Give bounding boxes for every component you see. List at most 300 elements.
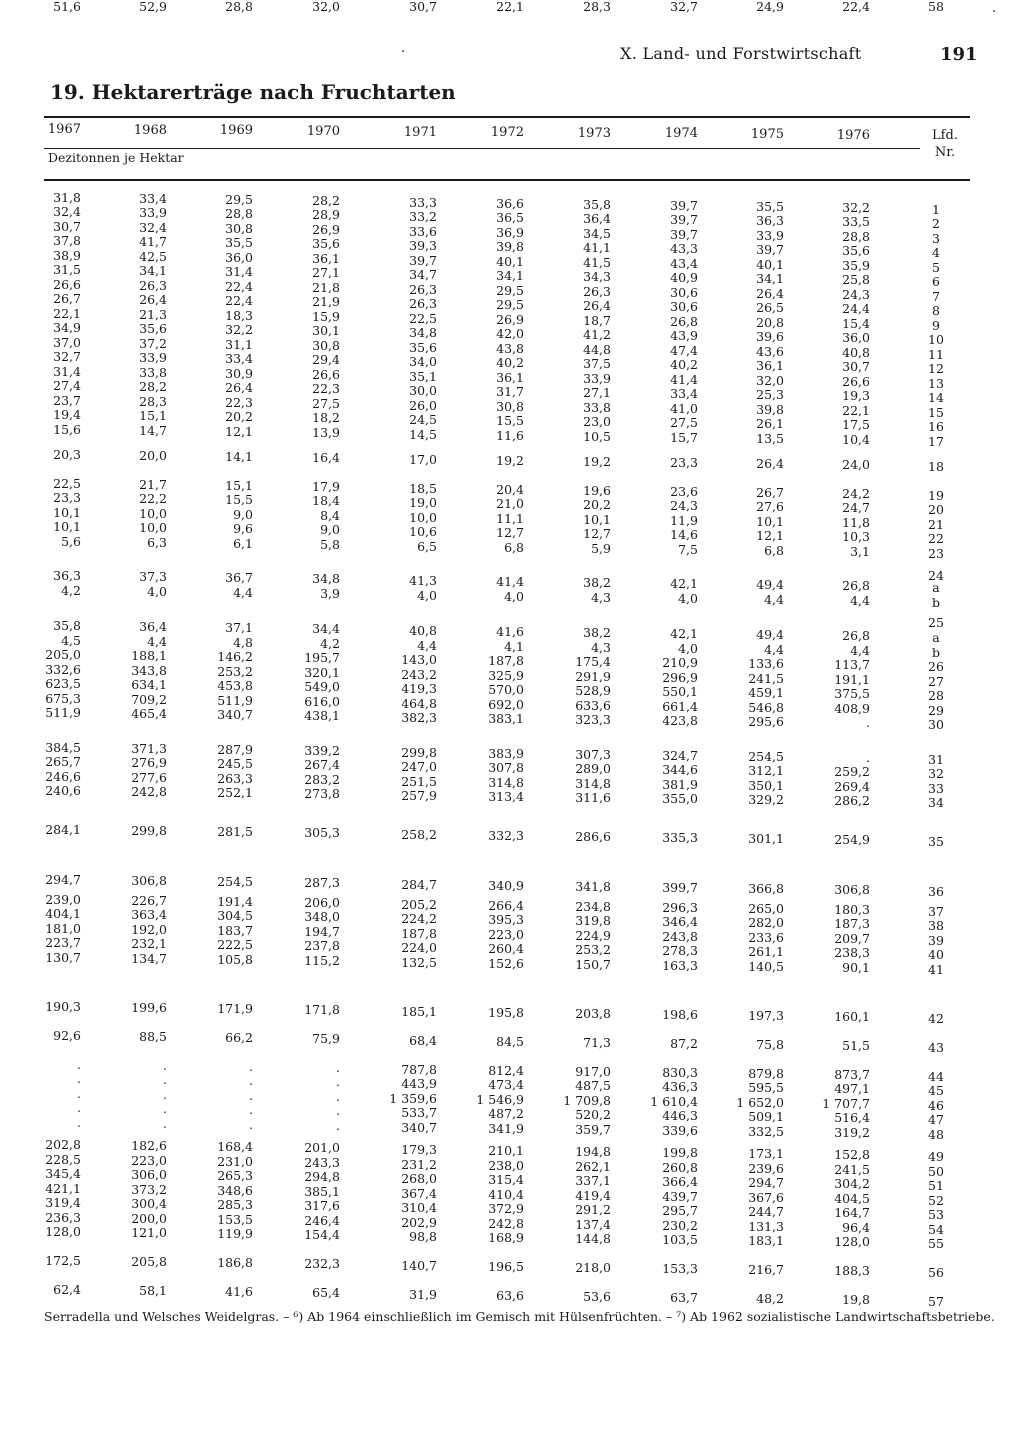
table-cell: . (249, 1059, 253, 1074)
year-header: 1972 (490, 125, 524, 140)
table-cell: 245,5 (217, 756, 253, 771)
table-cell: 408,9 (834, 701, 870, 716)
table-cell: 28,3 (139, 394, 167, 409)
table-cell: 254,9 (834, 832, 870, 847)
table-cell: 11,6 (496, 428, 524, 443)
row-number: 39 (928, 933, 944, 948)
row-number: 6 (932, 274, 940, 289)
table-cell: 84,5 (496, 1034, 524, 1049)
table-cell: 341,8 (575, 879, 611, 894)
table-cell: 30,6 (670, 285, 698, 300)
row-number: 38 (928, 918, 944, 933)
table-cell: 306,8 (131, 873, 167, 888)
table-cell: 62,4 (53, 1282, 81, 1297)
table-cell: . (249, 1102, 253, 1117)
table-cell: 20,2 (583, 497, 611, 512)
table-cell: 28,2 (139, 379, 167, 394)
table-cell: 25,3 (756, 387, 784, 402)
table-title: 19. Hektarerträge nach Fruchtarten (50, 80, 456, 104)
table-cell: 19,3 (842, 388, 870, 403)
table-cell: 319,2 (834, 1125, 870, 1140)
table-cell: 92,6 (53, 1028, 81, 1043)
table-cell: . (163, 1116, 167, 1131)
table-cell: 206,0 (304, 895, 340, 910)
table-cell: 33,8 (139, 365, 167, 380)
table-cell: 39,8 (756, 402, 784, 417)
table-cell: 260,8 (662, 1160, 698, 1175)
table-cell: 14,1 (225, 449, 253, 464)
table-cell: 39,3 (409, 238, 437, 253)
table-cell: 404,1 (45, 906, 81, 921)
table-cell: 30,0 (409, 383, 437, 398)
table-cell: . (249, 1073, 253, 1088)
table-cell: 3,9 (320, 586, 340, 601)
table-cell: 9,6 (233, 521, 253, 536)
table-cell: 4,2 (320, 636, 340, 651)
table-cell: 341,9 (488, 1121, 524, 1136)
table-cell: 28,9 (312, 207, 340, 222)
table-cell: 20,4 (496, 482, 524, 497)
table-cell: 4,3 (591, 640, 611, 655)
table-cell: 210,9 (662, 655, 698, 670)
table-cell: 363,4 (131, 907, 167, 922)
table-cell: 119,9 (217, 1226, 253, 1241)
row-number: 3 (932, 231, 940, 246)
table-cell: 53,6 (583, 1289, 611, 1304)
table-cell: 509,1 (748, 1109, 784, 1124)
table-cell: 36,4 (583, 211, 611, 226)
table-cell: 295,7 (662, 1203, 698, 1218)
table-cell: 34,1 (496, 268, 524, 283)
table-cell: 29,4 (312, 352, 340, 367)
table-cell: 27,6 (756, 499, 784, 514)
table-cell: 222,5 (217, 937, 253, 952)
table-cell: 34,0 (409, 354, 437, 369)
table-cell: 319,8 (575, 913, 611, 928)
table-cell: 40,1 (496, 254, 524, 269)
table-cell: 51,6 (53, 0, 81, 14)
table-cell: 224,0 (401, 940, 437, 955)
table-cell: 36,6 (496, 196, 524, 211)
table-cell: 231,2 (401, 1157, 437, 1172)
table-cell: 40,2 (496, 355, 524, 370)
page-number: 191 (940, 44, 978, 65)
table-cell: 35,5 (225, 235, 253, 250)
table-cell: 43,6 (756, 344, 784, 359)
table-cell: . (163, 1087, 167, 1102)
table-cell: 43,9 (670, 328, 698, 343)
table-cell: 13,9 (312, 425, 340, 440)
table-cell: . (77, 1115, 81, 1130)
table-cell: 385,1 (304, 1184, 340, 1199)
top-rule (44, 116, 970, 118)
table-cell: 286,6 (575, 829, 611, 844)
table-cell: 37,5 (583, 356, 611, 371)
table-cell: 21,3 (139, 307, 167, 322)
table-cell: 23,6 (670, 484, 698, 499)
row-number: 24 (928, 568, 944, 583)
row-number: 2 (932, 216, 940, 231)
table-cell: 22,1 (842, 403, 870, 418)
table-cell: 34,1 (756, 271, 784, 286)
row-number: 55 (928, 1236, 944, 1251)
table-cell: 22,4 (225, 279, 253, 294)
table-cell: 26,9 (312, 222, 340, 237)
row-number: 4 (932, 245, 940, 260)
table-cell: 51,5 (842, 1038, 870, 1053)
table-cell: 282,0 (748, 915, 784, 930)
table-cell: 200,0 (131, 1211, 167, 1226)
table-cell: 26,4 (756, 456, 784, 471)
row-number: 20 (928, 502, 944, 517)
row-number: 10 (928, 332, 944, 347)
table-cell: 35,8 (53, 618, 81, 633)
year-header: 1975 (750, 127, 784, 142)
table-cell: 238,0 (488, 1158, 524, 1173)
table-cell: 266,4 (488, 898, 524, 913)
table-cell: 33,9 (139, 350, 167, 365)
table-cell: 36,7 (225, 570, 253, 585)
table-cell: 473,4 (488, 1077, 524, 1092)
table-cell: 140,7 (401, 1258, 437, 1273)
table-cell: 24,2 (842, 486, 870, 501)
table-cell: 173,1 (748, 1146, 784, 1161)
table-cell: 175,4 (575, 654, 611, 669)
footnote: Serradella und Welsches Weidelgras. – ⁶) Ab 1964 einschließlich im Gemisch mit Hülsenfrüchten. – ⁷) Ab 1962 sozialistische Landwirtschaftsbetriebe. (44, 1309, 995, 1324)
table-cell: 22,1 (496, 0, 524, 14)
row-number: 53 (928, 1207, 944, 1222)
table-cell: 33,3 (409, 195, 437, 210)
table-cell: 383,1 (488, 711, 524, 726)
table-cell: 314,8 (488, 775, 524, 790)
table-cell: 11,1 (496, 511, 524, 526)
table-cell: 87,2 (670, 1036, 698, 1051)
table-cell: 113,7 (834, 657, 870, 672)
table-cell: 140,5 (748, 959, 784, 974)
row-number: 56 (928, 1265, 944, 1280)
header-rule (44, 148, 920, 149)
table-cell: 244,7 (748, 1204, 784, 1219)
table-cell: 1 610,4 (650, 1094, 698, 1109)
table-cell: 233,6 (748, 930, 784, 945)
table-cell: 4,0 (678, 591, 698, 606)
table-cell: 33,4 (139, 191, 167, 206)
table-cell: 419,3 (401, 681, 437, 696)
table-cell: 34,7 (409, 267, 437, 282)
table-cell: 294,8 (304, 1169, 340, 1184)
table-cell: 25,8 (842, 272, 870, 287)
table-cell: 262,1 (575, 1159, 611, 1174)
table-cell: 281,5 (217, 824, 253, 839)
table-cell: 317,6 (304, 1198, 340, 1213)
table-cell: 236,3 (45, 1210, 81, 1225)
table-cell: 241,5 (834, 1162, 870, 1177)
table-cell: 24,3 (670, 498, 698, 513)
table-cell: 11,8 (842, 515, 870, 530)
table-cell: 31,7 (496, 384, 524, 399)
table-cell: 329,2 (748, 792, 784, 807)
table-cell: 216,7 (748, 1262, 784, 1277)
table-cell: 44,8 (583, 342, 611, 357)
table-cell: 38,9 (53, 248, 81, 263)
row-number: 44 (928, 1069, 944, 1084)
table-cell: 43,8 (496, 341, 524, 356)
table-cell: 231,0 (217, 1154, 253, 1169)
table-cell: 4,0 (417, 588, 437, 603)
table-cell: 383,9 (488, 746, 524, 761)
row-number: 14 (928, 390, 944, 405)
table-cell: 337,1 (575, 1173, 611, 1188)
table-cell: 464,8 (401, 696, 437, 711)
table-cell: . (77, 1071, 81, 1086)
table-cell: 24,0 (842, 457, 870, 472)
table-cell: 4,4 (233, 585, 253, 600)
row-number: 46 (928, 1098, 944, 1113)
row-number: 36 (928, 884, 944, 899)
table-cell: 438,1 (304, 708, 340, 723)
table-cell: 34,5 (583, 226, 611, 241)
row-number: 8 (932, 303, 940, 318)
table-cell: 10,0 (139, 506, 167, 521)
table-cell: 10,0 (409, 510, 437, 525)
table-cell: 26,4 (756, 286, 784, 301)
table-cell: 239,0 (45, 892, 81, 907)
table-cell: 873,7 (834, 1067, 870, 1082)
table-cell: 121,0 (131, 1225, 167, 1240)
table-cell: 366,4 (662, 1174, 698, 1189)
table-cell: 48,2 (756, 1291, 784, 1306)
table-cell: 26,0 (409, 398, 437, 413)
table-cell: 4,8 (233, 635, 253, 650)
table-cell: 366,8 (748, 881, 784, 896)
table-cell: . (336, 1118, 340, 1133)
table-cell: 26,9 (496, 312, 524, 327)
table-cell: 18,5 (409, 481, 437, 496)
table-cell: 30,8 (225, 221, 253, 236)
table-cell: 12,1 (225, 424, 253, 439)
table-cell: 291,9 (575, 669, 611, 684)
table-cell: 367,6 (748, 1190, 784, 1205)
table-cell: 19,8 (842, 1292, 870, 1307)
row-number: 42 (928, 1011, 944, 1026)
table-cell: 191,4 (217, 894, 253, 909)
row-number: 21 (928, 517, 944, 532)
row-number: 49 (928, 1149, 944, 1164)
table-cell: 88,5 (139, 1029, 167, 1044)
table-cell: 287,3 (304, 875, 340, 890)
table-cell: 183,7 (217, 923, 253, 938)
table-cell: 348,6 (217, 1183, 253, 1198)
table-cell: 185,1 (401, 1004, 437, 1019)
table-cell: 19,6 (583, 483, 611, 498)
table-cell: 31,4 (225, 264, 253, 279)
table-cell: 224,2 (401, 911, 437, 926)
table-cell: 26,7 (53, 291, 81, 306)
table-cell: 187,8 (401, 926, 437, 941)
table-cell: 42,5 (139, 249, 167, 264)
row-number: b (931, 645, 940, 660)
table-cell: 6,8 (504, 540, 524, 555)
table-cell: 304,5 (217, 908, 253, 923)
table-cell: 675,3 (45, 691, 81, 706)
table-cell: 39,6 (756, 329, 784, 344)
table-cell: 283,2 (304, 772, 340, 787)
table-cell: 26,3 (139, 278, 167, 293)
row-number: a (932, 630, 940, 645)
table-cell: 22,3 (312, 381, 340, 396)
row-number: 5 (932, 260, 940, 275)
year-header: 1968 (133, 123, 167, 138)
row-number: 31 (928, 752, 944, 767)
table-cell: 30,7 (842, 359, 870, 374)
table-cell: 3,1 (850, 544, 870, 559)
table-cell: 40,8 (409, 623, 437, 638)
table-cell: 26,3 (409, 296, 437, 311)
table-cell: 320,1 (304, 665, 340, 680)
table-cell: 4,4 (850, 593, 870, 608)
table-cell: 692,0 (488, 697, 524, 712)
table-cell: 812,4 (488, 1063, 524, 1078)
table-cell: 68,4 (409, 1033, 437, 1048)
table-cell: 29,5 (225, 192, 253, 207)
table-cell: 35,6 (312, 236, 340, 251)
table-cell: 18,2 (312, 410, 340, 425)
table-cell: 130,7 (45, 950, 81, 965)
table-cell: 36,1 (496, 370, 524, 385)
table-cell: 7,5 (678, 542, 698, 557)
table-cell: 319,4 (45, 1195, 81, 1210)
table-cell: 419,4 (575, 1188, 611, 1203)
table-cell: 24,9 (756, 0, 784, 14)
table-cell: 296,3 (662, 900, 698, 915)
table-cell: 238,3 (834, 945, 870, 960)
table-cell: 381,9 (662, 777, 698, 792)
table-cell: 41,6 (496, 624, 524, 639)
table-cell: 39,7 (670, 212, 698, 227)
table-cell: 160,1 (834, 1009, 870, 1024)
year-header: 1973 (577, 126, 611, 141)
table-cell: 4,0 (147, 584, 167, 599)
table-cell: 33,9 (139, 205, 167, 220)
table-cell: 47,4 (670, 343, 698, 358)
table-cell: 294,7 (45, 872, 81, 887)
table-cell: 33,9 (583, 371, 611, 386)
table-cell: 24,4 (842, 301, 870, 316)
table-cell: 150,7 (575, 957, 611, 972)
table-cell: 32,7 (53, 349, 81, 364)
table-cell: 265,7 (45, 754, 81, 769)
table-cell: 10,4 (842, 432, 870, 447)
table-cell: 146,2 (217, 649, 253, 664)
table-cell: 324,7 (662, 748, 698, 763)
row-number: 48 (928, 1127, 944, 1142)
table-cell: 6,1 (233, 536, 253, 551)
table-cell: 26,8 (670, 314, 698, 329)
scan-speck (402, 50, 404, 52)
table-cell: 30,7 (53, 219, 81, 234)
table-cell: 595,5 (748, 1080, 784, 1095)
table-cell: 4,0 (504, 589, 524, 604)
table-cell: 52,9 (139, 0, 167, 14)
table-cell: 267,4 (304, 757, 340, 772)
table-cell: 22,5 (53, 476, 81, 491)
table-cell: 35,6 (409, 340, 437, 355)
table-cell: 22,2 (139, 491, 167, 506)
table-cell: 268,0 (401, 1171, 437, 1186)
table-cell: 17,9 (312, 479, 340, 494)
table-cell: 152,6 (488, 956, 524, 971)
row-number: b (931, 595, 940, 610)
table-cell: 259,2 (834, 764, 870, 779)
row-number: 34 (928, 795, 944, 810)
table-cell: 133,6 (748, 656, 784, 671)
table-cell: 709,2 (131, 692, 167, 707)
table-cell: 5,9 (591, 541, 611, 556)
table-cell: 34,3 (583, 269, 611, 284)
table-cell: 30,1 (312, 323, 340, 338)
table-cell: 27,5 (312, 396, 340, 411)
table-cell: 223,7 (45, 935, 81, 950)
row-number: 51 (928, 1178, 944, 1193)
table-cell: 71,3 (583, 1035, 611, 1050)
table-cell: 312,1 (748, 763, 784, 778)
table-cell: 152,8 (834, 1147, 870, 1162)
table-cell: 246,4 (304, 1213, 340, 1228)
table-cell: 15,6 (53, 422, 81, 437)
table-cell: 182,6 (131, 1138, 167, 1153)
row-number: 22 (928, 531, 944, 546)
table-cell: 41,0 (670, 401, 698, 416)
table-cell: 33,9 (756, 228, 784, 243)
table-cell: 21,7 (139, 477, 167, 492)
table-cell: 26,3 (583, 284, 611, 299)
table-cell: 1 546,9 (476, 1092, 524, 1107)
row-number: 37 (928, 904, 944, 919)
table-cell: 63,7 (670, 1290, 698, 1305)
table-cell: 36,1 (312, 251, 340, 266)
table-cell: 39,7 (756, 242, 784, 257)
table-cell: 304,2 (834, 1176, 870, 1191)
row-number: 15 (928, 405, 944, 420)
table-cell: 307,3 (575, 747, 611, 762)
table-cell: . (77, 1057, 81, 1072)
table-cell: 205,0 (45, 647, 81, 662)
table-cell: 23,7 (53, 393, 81, 408)
table-cell: 299,8 (131, 823, 167, 838)
table-cell: 15,7 (670, 430, 698, 445)
row-number: 27 (928, 674, 944, 689)
table-cell: 273,8 (304, 786, 340, 801)
table-cell: 28,3 (583, 0, 611, 14)
table-cell: . (163, 1101, 167, 1116)
table-cell: 549,0 (304, 679, 340, 694)
table-cell: 395,3 (488, 912, 524, 927)
table-cell: 32,4 (53, 204, 81, 219)
body-rule (44, 179, 970, 181)
unit-label: Dezitonnen je Hektar (48, 150, 184, 165)
table-cell: 516,4 (834, 1110, 870, 1125)
table-cell: 23,3 (53, 490, 81, 505)
table-cell: 38,2 (583, 575, 611, 590)
table-cell: 154,4 (304, 1227, 340, 1242)
table-cell: 339,2 (304, 743, 340, 758)
row-number: 57 (928, 1294, 944, 1309)
table-cell: 36,9 (496, 225, 524, 240)
table-cell: 533,7 (401, 1105, 437, 1120)
table-cell: 260,4 (488, 941, 524, 956)
table-cell: 24,7 (842, 500, 870, 515)
table-cell: 277,6 (131, 770, 167, 785)
